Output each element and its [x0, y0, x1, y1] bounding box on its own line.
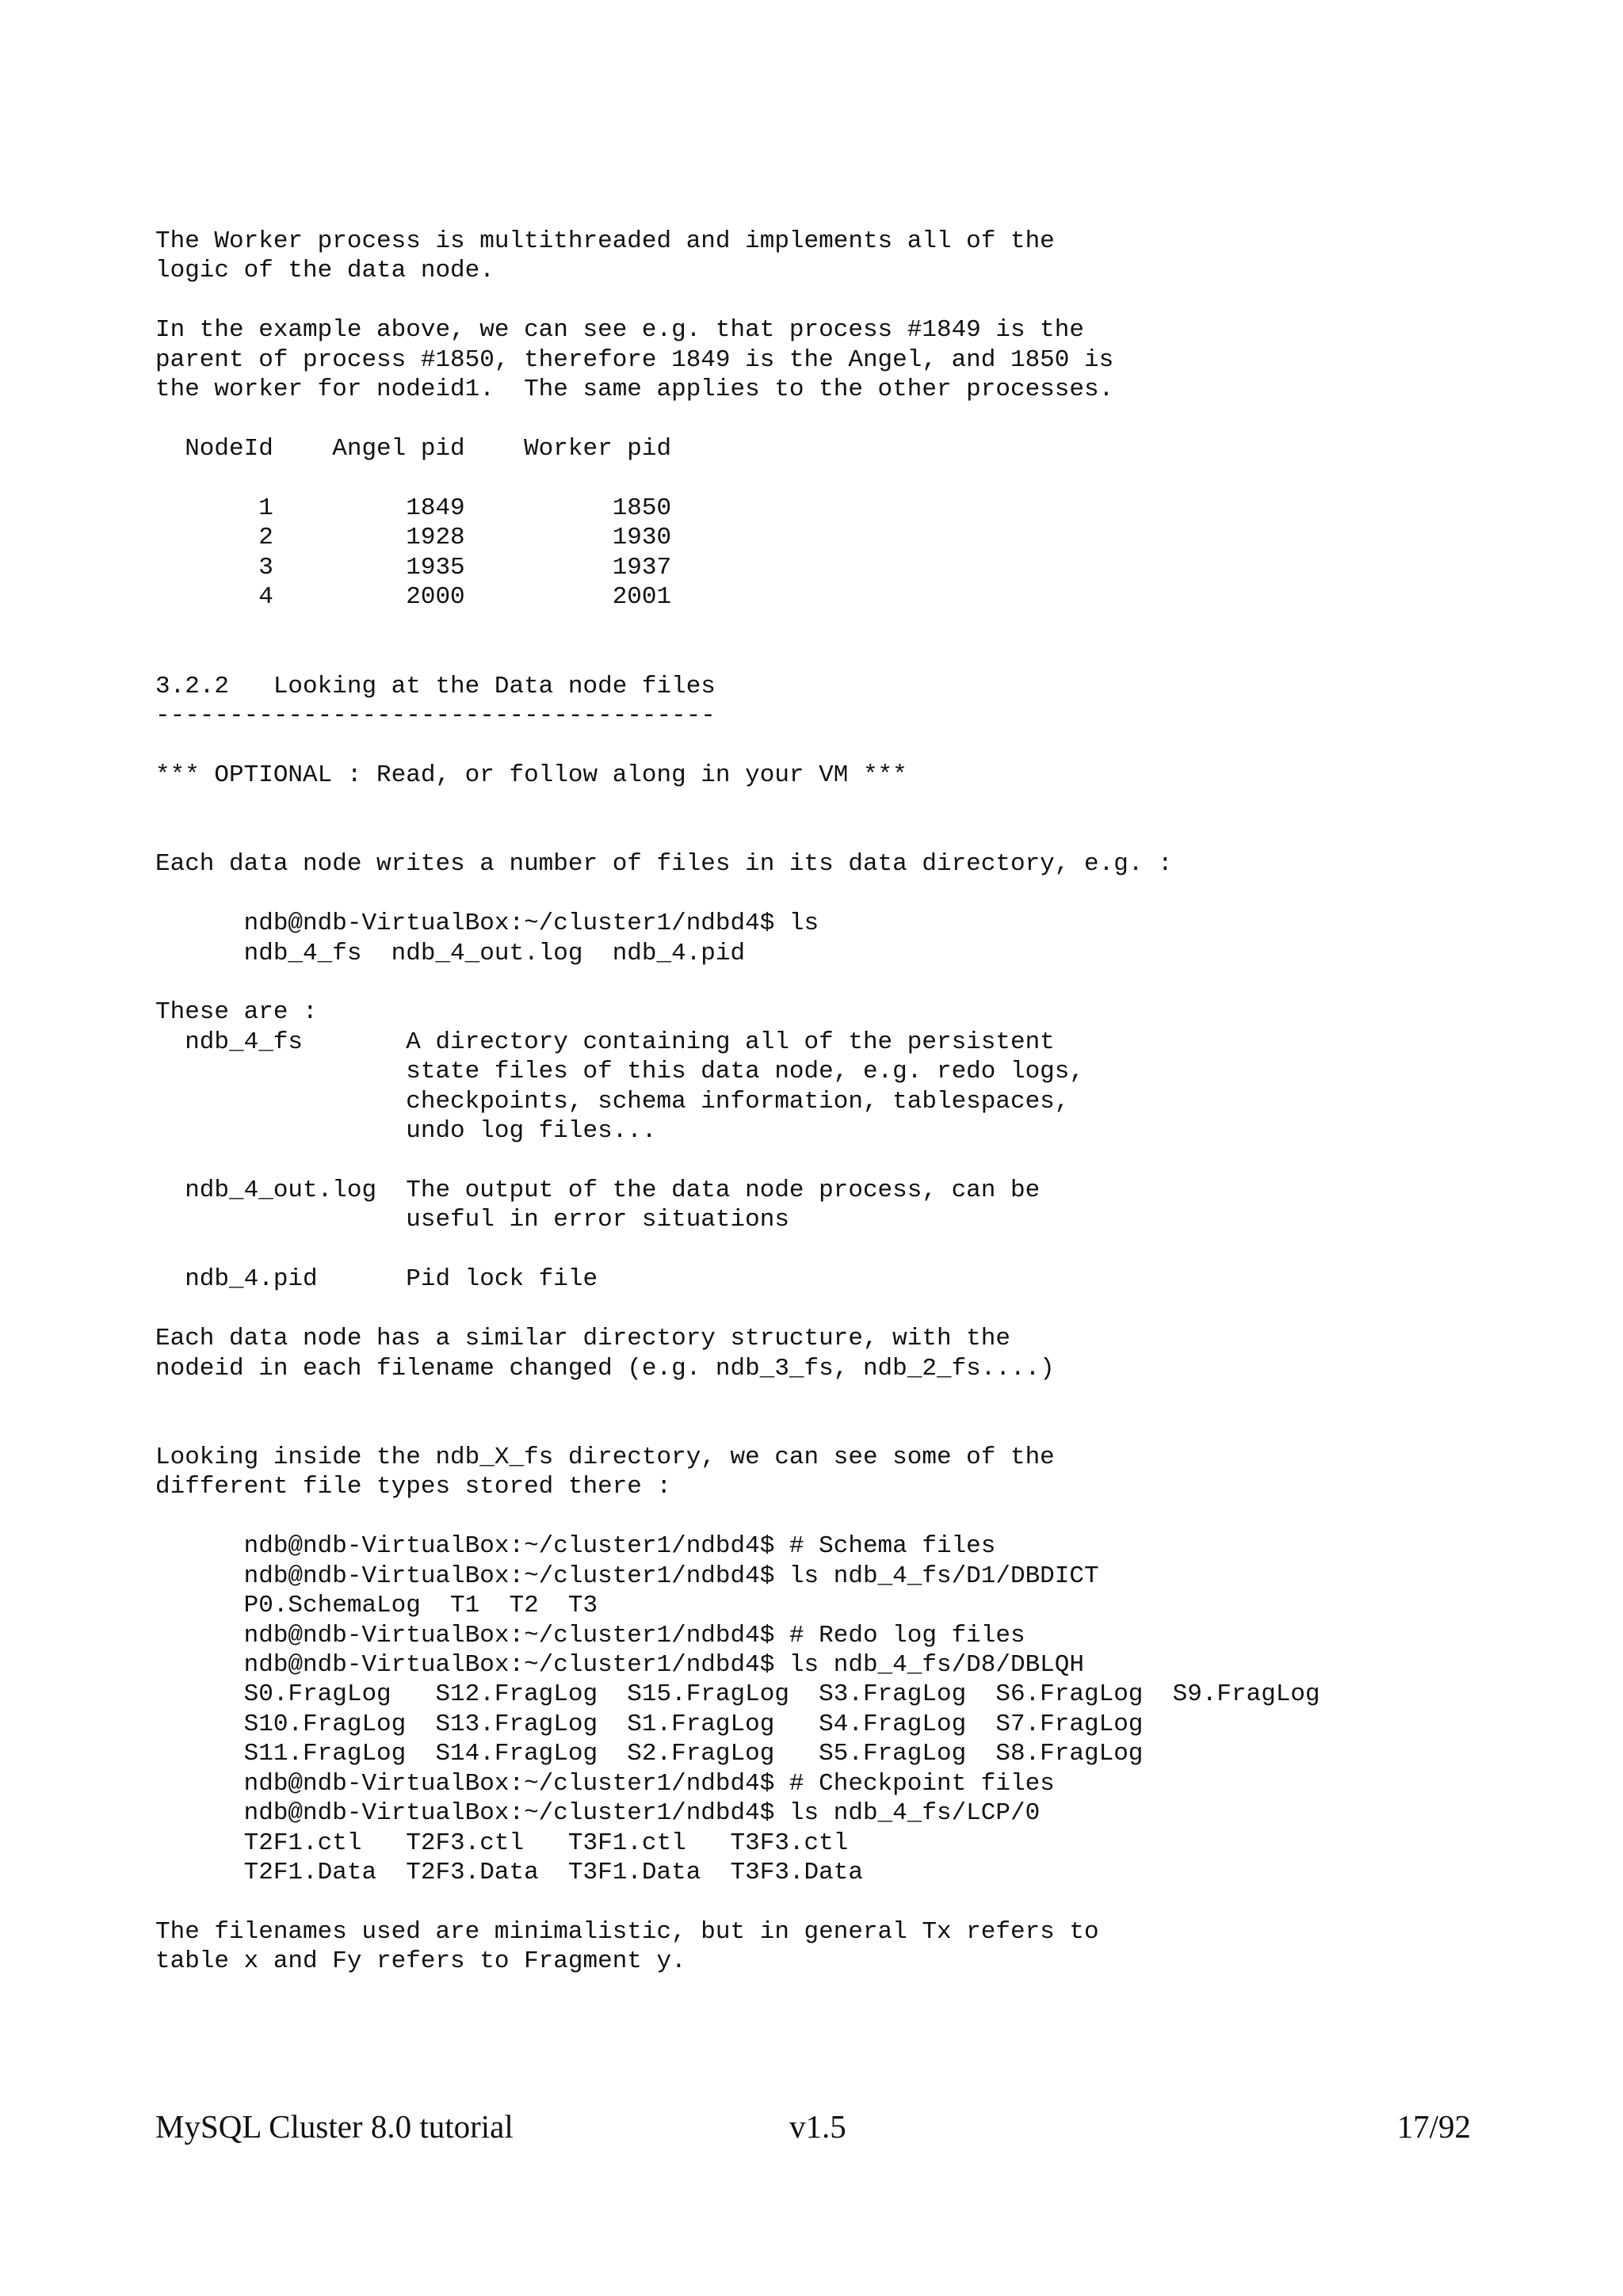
text-line — [155, 820, 1320, 849]
text-line — [155, 1888, 1320, 1917]
text-line — [155, 1413, 1320, 1443]
text-line: ndb@ndb-VirtualBox:~/cluster1/ndbd4$ # Checkpoint files — [155, 1769, 1055, 1798]
text-line: -------------------------------------- — [155, 702, 716, 730]
footer-version: v1.5 — [789, 2108, 846, 2145]
text-line: ndb@ndb-VirtualBox:~/cluster1/ndbd4$ ls ndb_4_fs/LCP/0 — [155, 1799, 1041, 1828]
page-footer — [155, 2107, 1471, 2152]
text-line: undo log files... — [155, 1117, 657, 1146]
text-line: 1 1849 1850 — [155, 494, 672, 522]
text-line: 4 2000 2001 — [155, 583, 672, 612]
text-line: S10.FragLog S13.FragLog S1.FragLog S4.FragLog S7.FragLog — [155, 1710, 1144, 1738]
text-line — [155, 879, 1320, 909]
text-line: NodeId Angel pid Worker pid — [155, 435, 672, 463]
text-line: T2F1.Data T2F3.Data T3F1.Data T3F3.Data — [155, 1859, 863, 1887]
text-line: *** OPTIONAL : Read, or follow along in your VM *** — [155, 761, 907, 789]
text-line — [155, 464, 1320, 494]
text-line: P0.SchemaLog T1 T2 T3 — [155, 1592, 598, 1620]
text-line: ndb_4_out.log The output of the data node process, can be — [155, 1177, 1041, 1204]
text-line: ndb@ndb-VirtualBox:~/cluster1/ndbd4$ # Redo log files — [155, 1621, 1025, 1650]
text-line — [155, 1235, 1320, 1264]
text-line: ndb@ndb-VirtualBox:~/cluster1/ndbd4$ ls ndb_4_fs/D1/DBDICT — [155, 1562, 1099, 1590]
text-line: checkpoints, schema information, tablespaces, — [155, 1087, 1070, 1116]
text-line: logic of the data node. — [155, 257, 495, 285]
text-line: 2 1928 1930 — [155, 524, 672, 552]
footer-page-number: 17/92 — [1396, 2108, 1471, 2145]
text-line: In the example above, we can see e.g. that process #1849 is the — [155, 316, 1084, 345]
text-line: ndb_4.pid Pid lock file — [155, 1265, 598, 1294]
text-line: These are : — [155, 998, 318, 1027]
footer-title: MySQL Cluster 8.0 tutorial — [155, 2108, 514, 2145]
text-line: Each data node has a similar directory structure, with the — [155, 1325, 1010, 1353]
text-line: 3 1935 1937 — [155, 553, 672, 582]
text-line: ndb@ndb-VirtualBox:~/cluster1/ndbd4$ ls — [155, 910, 819, 938]
text-line: Looking inside the ndb_X_fs directory, we can see some of the — [155, 1443, 1055, 1471]
text-line — [155, 405, 1320, 434]
text-line — [155, 1146, 1320, 1176]
text-line: The filenames used are minimalistic, but in general Tx refers to — [155, 1917, 1099, 1946]
text-line — [155, 1295, 1320, 1324]
text-line: Each data node writes a number of files in its data directory, e.g. : — [155, 850, 1173, 879]
text-line — [155, 1383, 1320, 1413]
text-line: 3.2.2 Looking at the Data node files — [155, 672, 716, 700]
text-line: the worker for nodeid1. The same applies to the other processes. — [155, 376, 1114, 404]
text-line — [155, 612, 1320, 642]
text-line: ndb_4_fs A directory containing all of the persistent — [155, 1028, 1055, 1056]
text-line — [155, 1502, 1320, 1531]
text-line: ndb@ndb-VirtualBox:~/cluster1/ndbd4$ # Schema files — [155, 1532, 996, 1561]
text-line: useful in error situations — [155, 1206, 789, 1234]
text-line: S0.FragLog S12.FragLog S15.FragLog S3.FragLog S6.FragLog S9.FragLog — [155, 1680, 1320, 1709]
document-body — [155, 227, 1320, 1977]
text-line: parent of process #1850, therefore 1849 is the Angel, and 1850 is — [155, 345, 1114, 374]
text-line — [155, 642, 1320, 671]
text-line: state files of this data node, e.g. redo logs, — [155, 1058, 1084, 1086]
text-line: nodeid in each filename changed (e.g. ndb_3_fs, ndb_2_fs....) — [155, 1354, 1055, 1383]
text-line: The Worker process is multithreaded and implements all of the — [155, 227, 1055, 255]
text-line — [155, 730, 1320, 760]
text-line — [155, 286, 1320, 315]
text-line: different file types stored there : — [155, 1473, 672, 1501]
text-line: ndb_4_fs ndb_4_out.log ndb_4.pid — [155, 939, 746, 967]
text-line: T2F1.ctl T2F3.ctl T3F1.ctl T3F3.ctl — [155, 1829, 849, 1857]
text-line: table x and Fy refers to Fragment y. — [155, 1947, 686, 1976]
text-line — [155, 968, 1320, 997]
text-line — [155, 790, 1320, 819]
text-line: S11.FragLog S14.FragLog S2.FragLog S5.FragLog S8.FragLog — [155, 1740, 1144, 1768]
text-line: ndb@ndb-VirtualBox:~/cluster1/ndbd4$ ls ndb_4_fs/D8/DBLQH — [155, 1651, 1084, 1679]
